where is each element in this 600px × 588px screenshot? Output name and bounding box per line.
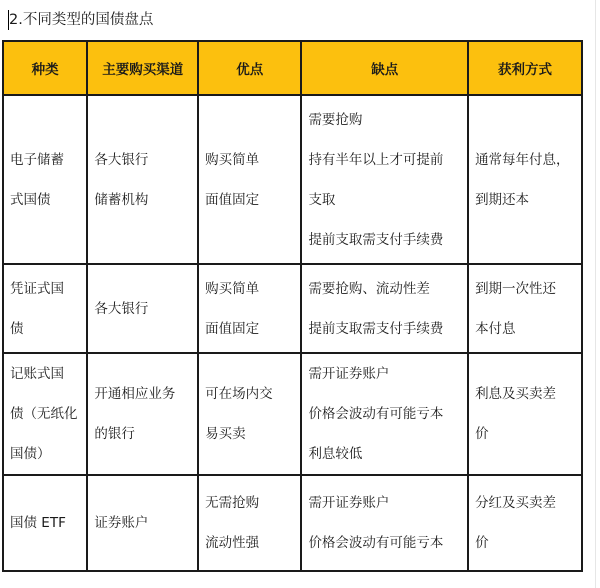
cell-cons [301, 264, 468, 353]
header-channel: 主要购买渠道 [87, 41, 198, 95]
cell-line: 利息较低 [308, 446, 363, 462]
cell-line: 提前支取需支付手续费 [308, 320, 444, 337]
bond-comparison-table [2, 40, 583, 572]
cell-channel [87, 353, 198, 475]
cell-line: 购买简单 [205, 151, 260, 168]
cell-line: 通常每年付息， [475, 151, 570, 168]
header-type: 种类 [3, 41, 87, 95]
cell-line: 各大银行 [94, 300, 149, 317]
table-row [3, 264, 582, 353]
cell-profit [468, 353, 582, 475]
cell-type [3, 353, 87, 475]
cell-line: 储蓄机构 [94, 191, 149, 208]
cell-profit [468, 95, 582, 264]
cell-line: 提前支取需支付手续费 [308, 231, 444, 248]
cell-line: 可在场内交 [205, 386, 273, 402]
cell-line: 价格会波动有可能亏本 [308, 406, 444, 422]
cell-line: 到期还本 [475, 191, 530, 208]
cell-line: 开通相应业务 [94, 386, 176, 402]
document-heading: 2.不同类型的国债盘点 [9, 12, 154, 28]
cell-line: 需要抢购、流动性差 [308, 280, 430, 297]
cell-line: 易买卖 [205, 426, 246, 442]
cell-line: 各大银行 [94, 151, 149, 168]
cell-line: 凭证式国 [10, 280, 64, 297]
cell-profit [468, 475, 582, 571]
cell-line: 证券账户 [94, 515, 149, 531]
cell-line: 无需抢购 [205, 495, 260, 511]
cell-line: 需要抢购 [308, 111, 363, 128]
table-header-row [3, 41, 582, 95]
cell-line: 利息及买卖差 [475, 386, 557, 402]
cell-line: 价 [475, 535, 489, 551]
cell-line: 价格会波动有可能亏本 [308, 535, 444, 551]
cell-line: 到期一次性还 [475, 280, 557, 297]
cell-channel [87, 475, 198, 571]
cell-pros [198, 475, 301, 571]
cell-line: 面值固定 [205, 320, 260, 337]
cell-line: 债 [10, 320, 24, 337]
cell-line: 的银行 [94, 426, 135, 442]
cell-line: 需开证券账户 [308, 366, 390, 382]
cell-channel [87, 264, 198, 353]
cell-pros [198, 95, 301, 264]
cell-cons [301, 95, 468, 264]
cell-cons [301, 475, 468, 571]
table-row [3, 353, 582, 475]
cell-line: 支取 [308, 191, 336, 208]
cell-line: 式国债 [10, 191, 51, 208]
page-edge [595, 0, 596, 588]
cell-channel [87, 95, 198, 264]
cell-type [3, 264, 87, 353]
cell-line: 国债） [10, 446, 51, 462]
cell-line: 本付息 [475, 320, 516, 337]
cell-line: 价 [475, 426, 489, 442]
cell-line: 流动性强 [205, 535, 260, 551]
header-cons: 缺点 [301, 41, 468, 95]
cell-line: 面值固定 [205, 191, 260, 208]
table-row [3, 475, 582, 571]
cell-cons [301, 353, 468, 475]
cell-line: 债（无纸化 [10, 406, 78, 422]
cell-line: 电子储蓄 [10, 151, 64, 168]
cell-profit [468, 264, 582, 353]
cell-pros [198, 264, 301, 353]
cell-line: 持有半年以上才可提前 [308, 151, 444, 168]
cell-line: 记账式国 [10, 366, 64, 382]
cell-type [3, 475, 87, 571]
cell-line: 购买简单 [205, 280, 260, 297]
cell-line: 需开证券账户 [308, 495, 390, 511]
cell-line: 国债 ETF [10, 515, 66, 531]
table-row [3, 95, 582, 264]
header-profit: 获利方式 [468, 41, 582, 95]
cell-type [3, 95, 87, 264]
cell-pros [198, 353, 301, 475]
header-pros: 优点 [198, 41, 301, 95]
cell-line: 分红及买卖差 [475, 495, 557, 511]
